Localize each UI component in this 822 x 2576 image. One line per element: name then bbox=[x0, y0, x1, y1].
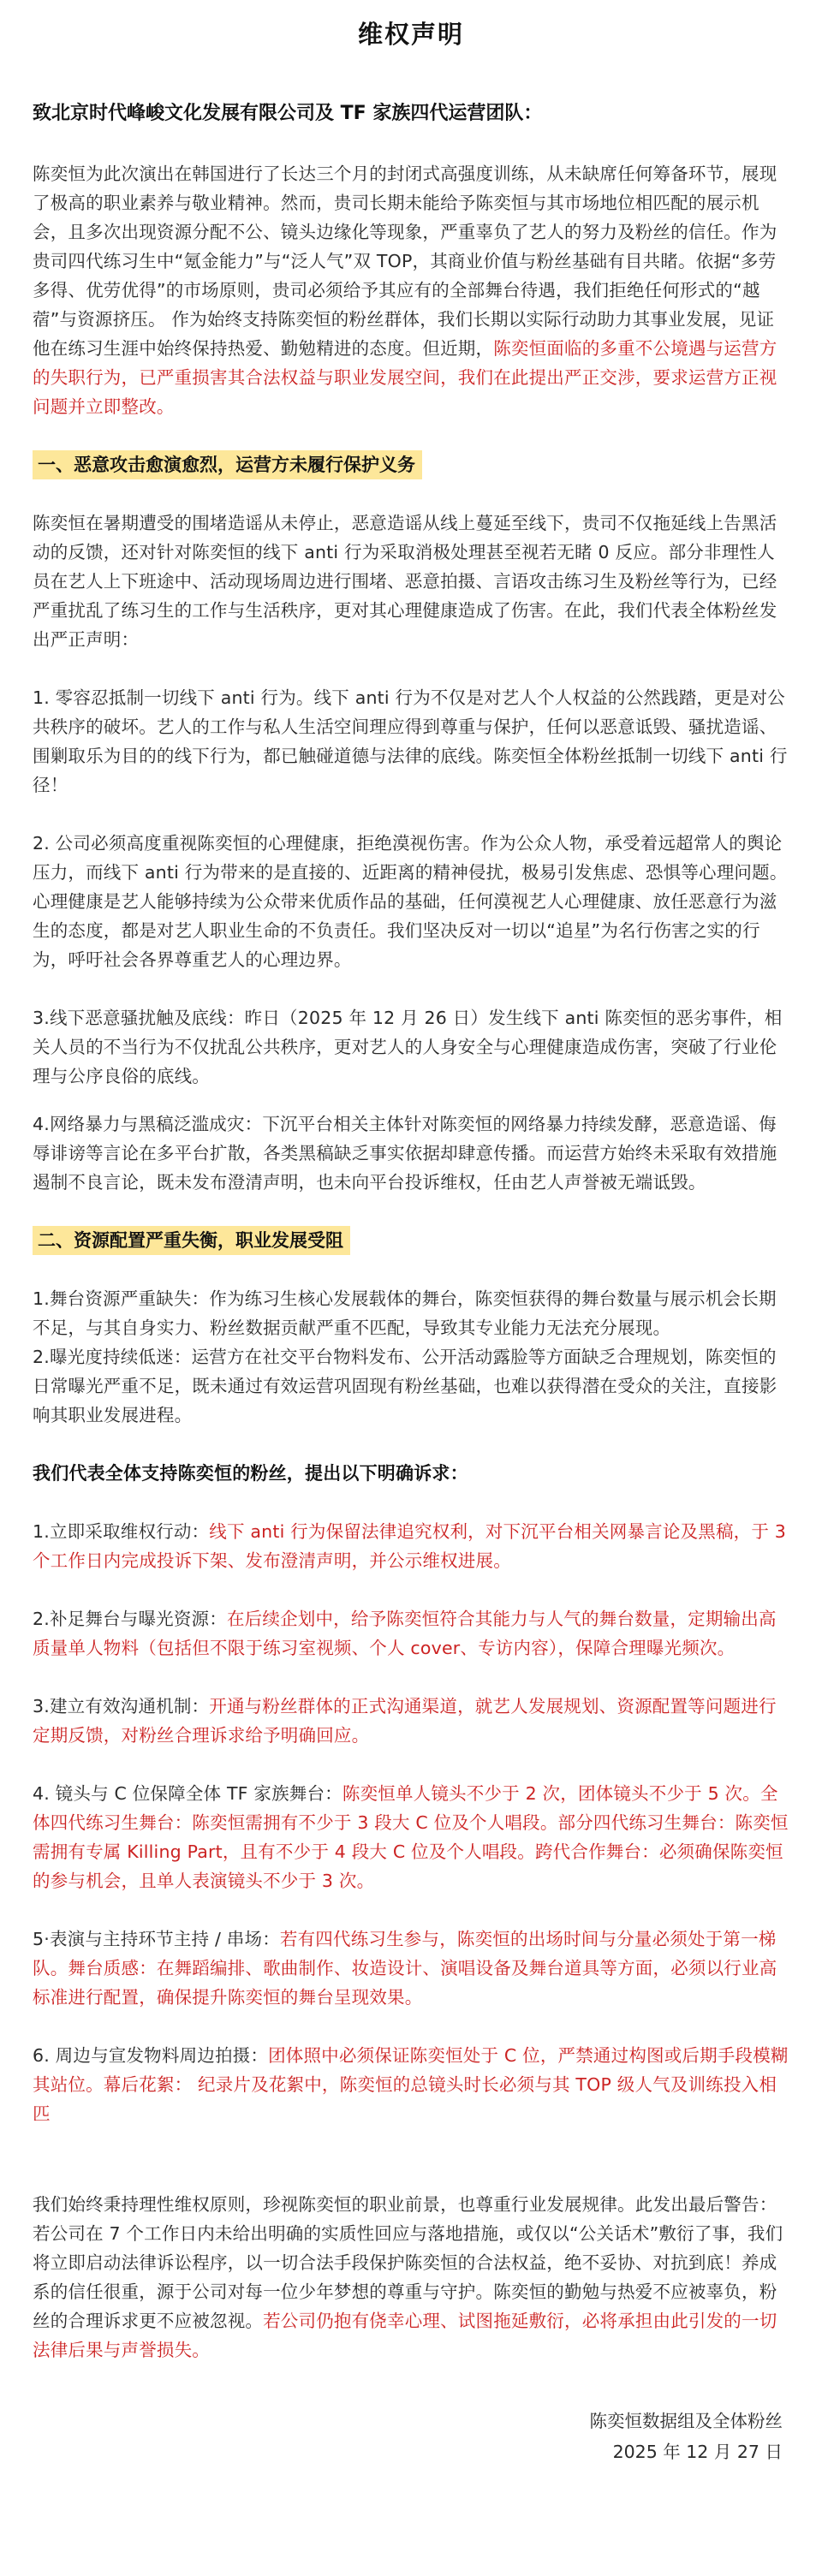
closing-paragraph bbox=[33, 2190, 789, 2365]
demand-4-label: 4. 镜头与 C 位保障全体 TF 家族舞台： bbox=[33, 1783, 342, 1804]
demand-5-label: 5·表演与主持环节主持 / 串场： bbox=[33, 1929, 280, 1949]
section-2-heading: 二、资源配置严重失衡，职业发展受阻 bbox=[33, 1226, 350, 1255]
section-1-point-1: 1. 零容忍抵制一切线下 anti 行为。线下 anti 行为不仅是对艺人个人权益的公然践踏，更是对公共秩序的破坏。艺人的工作与私人生活空间理应得到尊重与保护，任何以恶意诋毁、骚扰造谣、围剿取乐为目的的线下行为，都已触碰道德与法律的底线。陈奕恒全体粉丝抵制一切线下 anti 行径！ bbox=[33, 687, 788, 795]
intro-paragraph bbox=[33, 159, 789, 421]
demand-3 bbox=[33, 1692, 789, 1750]
demand-1-label: 1.立即采取维权行动： bbox=[33, 1521, 210, 1542]
section-1-point-4: 4.网络暴力与黑稿泛滥成灾：下沉平台相关主体针对陈奕恒的网络暴力持续发酵，恶意造谣、侮辱诽谤等言论在多平台扩散，各类黑稿缺乏事实依据却肆意传播。而运营方始终未采取有效措施遏制不良言论，既未发布澄清声明，也未向平台投诉维权，任由艺人声誉被无端诋毁。 bbox=[33, 1114, 777, 1193]
demand-2-label: 2.补足舞台与曝光资源： bbox=[33, 1609, 227, 1629]
demand-4-text: 陈奕恒单人镜头不少于 2 次，团体镜头不少于 5 次。全体四代练习生舞台：陈奕恒需拥有不少于 3 段大 C 位及个人唱段。部分四代练习生舞台：陈奕恒需拥有专属 Killing Part，且有不少于 4 段大 C 位及个人唱段。跨代合作舞台：必须确保陈奕恒的参与机会，且单人表演镜头不少于 3 次。 bbox=[33, 1783, 789, 1891]
demand-1 bbox=[33, 1517, 789, 1575]
document-title: 维权声明 bbox=[357, 20, 464, 49]
demand-6-text: 团体照中必须保证陈奕恒处于 C 位，严禁通过构图或后期手段模糊其站位。幕后花絮： 纪录片及花絮中，陈奕恒的总镜头时长必须与其 TOP 级人气及训练投入相匹 bbox=[33, 2045, 789, 2124]
closing-text: 我们始终秉持理性维权原则，珍视陈奕恒的职业前景，也尊重行业发展规律。此发出最后警告：若公司在 7 个工作日内未给出明确的实质性回应与落地措施，或仅以“公关话术”敷衍了事，我们将立即启动法律诉讼程序，以一切合法手段保护陈奕恒的合法权益，绝不妥协、对抗到底！养成系的信任很重，源于公司对每一位少年梦想的尊重与守护。陈奕恒的勤勉与热爱不应被辜负，粉丝的合理诉求更不应被忽视。 bbox=[33, 2194, 783, 2331]
section-2-point-2: 2.曝光度持续低迷：运营方在社交平台物料发布、公开活动露脸等方面缺乏合理规划，陈奕恒的日常曝光严重不足，既未通过有效运营巩固现有粉丝基础，也难以获得潜在受众的关注，直接影响其职业发展进程。 bbox=[33, 1347, 777, 1425]
demand-6-label: 6. 周边与宣发物料周边拍摄： bbox=[33, 2045, 269, 2066]
section-1-point-2: 2. 公司必须高度重视陈奕恒的心理健康，拒绝漠视伤害。作为公众人物，承受着远超常人的舆论压力，而线下 anti 行为带来的是直接的、近距离的精神侵扰，极易引发焦虑、恐惧等心理问题。心理健康是艺人能够持续为公众带来优质作品的基础，任何漠视艺人心理健康、放任恶意行为滋生的态度，都是对艺人职业生命的不负责任。我们坚决反对一切以“追星”为名行伤害之实的行为，呼吁社会各界尊重艺人的心理边界。 bbox=[33, 833, 788, 970]
addressee: 致北京时代峰峻文化发展有限公司及 TF 家族四代运营团队： bbox=[33, 103, 543, 124]
demand-1-text: 线下 anti 行为保留法律追究权利，对下沉平台相关网暴言论及黑稿，于 3 个工作日内完成投诉下架、发布澄清声明，并公示维权进展。 bbox=[33, 1521, 787, 1571]
demand-5 bbox=[33, 1925, 789, 2012]
section-2-point-1: 1.舞台资源严重缺失：作为练习生核心发展载体的舞台，陈奕恒获得的舞台数量与展示机会长期不足，与其自身实力、粉丝数据贡献严重不匹配，导致其专业能力无法充分展现。 bbox=[33, 1288, 777, 1338]
section-1-heading-wrap bbox=[33, 450, 789, 479]
demands-heading: 我们代表全体支持陈奕恒的粉丝，提出以下明确诉求： bbox=[33, 1463, 468, 1484]
section-1-intro: 陈奕恒在暑期遭受的围堵造谣从未停止，恶意造谣从线上蔓延至线下，贵司不仅拖延线上告黑活动的反馈，还对针对陈奕恒的线下 anti 行为采取消极处理甚至视若无睹 0 反应。部分非理性人员在艺人上下班途中、活动现场周边进行围堵、恶意拍摄、言语攻击练习生及粉丝等行为，已经严重扰乱了练习生的工作与生活秩序，更对其心理健康造成了伤害。在此，我们代表全体粉丝发出严正声明： bbox=[33, 513, 777, 650]
intro-red-text: 陈奕恒面临的多重不公境遇与运营方的失职行为，已严重损害其合法权益与职业发展空间，我们在此提出严正交涉，要求运营方正视问题并立即整改。 bbox=[33, 338, 777, 417]
demand-2 bbox=[33, 1604, 789, 1663]
demand-3-text: 开通与粉丝群体的正式沟通渠道，就艺人发展规划、资源配置等问题进行定期反馈，对粉丝合理诉求给予明确回应。 bbox=[33, 1696, 777, 1746]
demand-5-text: 若有四代练习生参与，陈奕恒的出场时间与分量必须处于第一梯队。舞台质感：在舞蹈编排、歌曲制作、妆造设计、演唱设备及舞台道具等方面，必须以行业高标准进行配置，确保提升陈奕恒的舞台呈现效果。 bbox=[33, 1929, 777, 2008]
demand-4 bbox=[33, 1779, 789, 1895]
closing-red-text: 若公司仍抱有侥幸心理、试图拖延敷衍，必将承担由此引发的一切法律后果与声誉损失。 bbox=[33, 2311, 777, 2360]
section-1-point-3: 3.线下恶意骚扰触及底线：昨日（2025 年 12 月 26 日）发生线下 anti 陈奕恒的恶劣事件，相关人员的不当行为不仅扰乱公共秩序，更对艺人的人身安全与心理健康造成伤害，突破了行业伦理与公序良俗的底线。 bbox=[33, 1008, 783, 1086]
section-2-heading-wrap bbox=[33, 1226, 789, 1255]
demand-6 bbox=[33, 2041, 789, 2128]
signature-date: 2025 年 12 月 27 日 bbox=[612, 2442, 783, 2462]
section-1-heading: 一、恶意攻击愈演愈烈，运营方未履行保护义务 bbox=[33, 450, 422, 479]
signature-group: 陈奕恒数据组及全体粉丝 bbox=[589, 2411, 783, 2431]
demand-2-text: 在后续企划中，给予陈奕恒符合其能力与人气的舞台数量，定期输出高质量单人物料（包括但不限于练习室视频、个人 cover、专访内容），保障合理曝光频次。 bbox=[33, 1609, 777, 1658]
demand-3-label: 3.建立有效沟通机制： bbox=[33, 1696, 210, 1716]
intro-text: 陈奕恒为此次演出在韩国进行了长达三个月的封闭式高强度训练，从未缺席任何筹备环节，展现了极高的职业素养与敬业精神。然而，贵司长期未能给予陈奕恒与其市场地位相匹配的展示机会，且多次出现资源分配不公、镜头边缘化等现象，严重辜负了艺人的努力及粉丝的信任。作为贵司四代练习生中“氪金能力”与“泛人气”双 TOP，其商业价值与粉丝基础有目共睹。依据“多劳多得、优劳优得”的市场原则，贵司必须给予其应有的全部舞台待遇，我们拒绝任何形式的“越蓿”与资源挤压。 作为始终支持陈奕恒的粉丝群体，我们长期以实际行动助力其事业发展，见证他在练习生涯中始终保持热爱、勤勉精进的态度。但近期， bbox=[33, 164, 777, 359]
